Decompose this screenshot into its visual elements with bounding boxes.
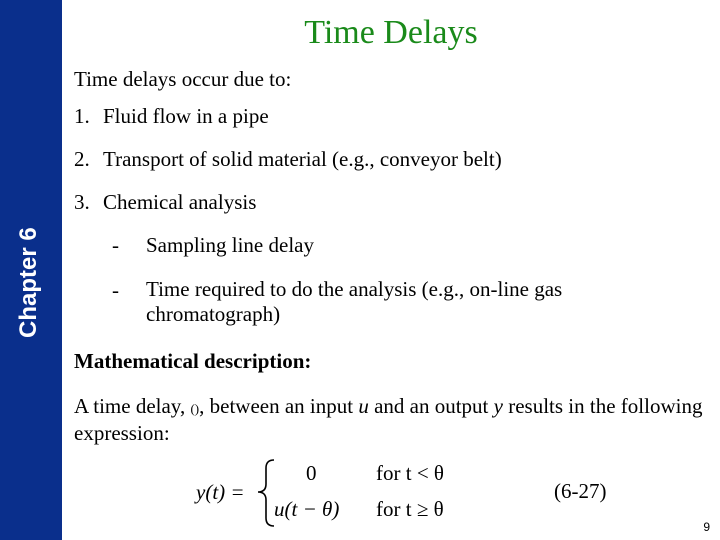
list-item	[74, 146, 502, 172]
list-item	[74, 103, 269, 129]
sub-item-text: Sampling line delay	[146, 233, 314, 257]
list-item-text: Chemical analysis	[103, 190, 257, 214]
sidebar	[0, 0, 62, 540]
equation-6-27	[190, 452, 630, 532]
sub-item-dash: -	[112, 233, 119, 257]
equation-number: (6-27)	[554, 479, 607, 503]
sub-item-dash: -	[112, 278, 119, 302]
case2-condition: for t ≥ θ	[376, 497, 444, 521]
variable-y: y	[493, 394, 503, 418]
page-number: 9	[703, 520, 710, 534]
list-item-number: 2.	[74, 147, 90, 171]
sub-item-text: Time required to do the analysis (e.g., on-line gas chromatograph)	[146, 277, 563, 326]
equation-lhs: y(t) =	[196, 480, 245, 504]
list-item-text: Transport of solid material (e.g., conveyor belt)	[103, 147, 502, 171]
intro-text: Time delays occur due to:	[74, 67, 292, 91]
description-paragraph	[74, 394, 704, 446]
case2-value: u(t − θ)	[274, 497, 340, 521]
list-item	[74, 189, 256, 215]
brace-shape	[258, 460, 274, 526]
section-heading: Mathematical description:	[74, 349, 312, 373]
list-item-number: 3.	[74, 190, 90, 214]
list-item-number: 1.	[74, 104, 90, 128]
case1-value: 0	[306, 461, 317, 485]
chapter-label: Chapter 6	[15, 227, 42, 338]
theta-symbol: ()	[190, 401, 200, 416]
description-part1: A time delay,	[74, 394, 186, 418]
list-item-text: Fluid flow in a pipe	[103, 104, 269, 128]
case1-condition: for t < θ	[376, 461, 444, 485]
slide-title: Time Delays	[304, 14, 478, 51]
variable-u: u	[358, 394, 369, 418]
description-part4: results in the following expression:	[74, 394, 703, 445]
description-part3: and an output	[374, 394, 489, 418]
description-part2: , between an input	[199, 394, 354, 418]
